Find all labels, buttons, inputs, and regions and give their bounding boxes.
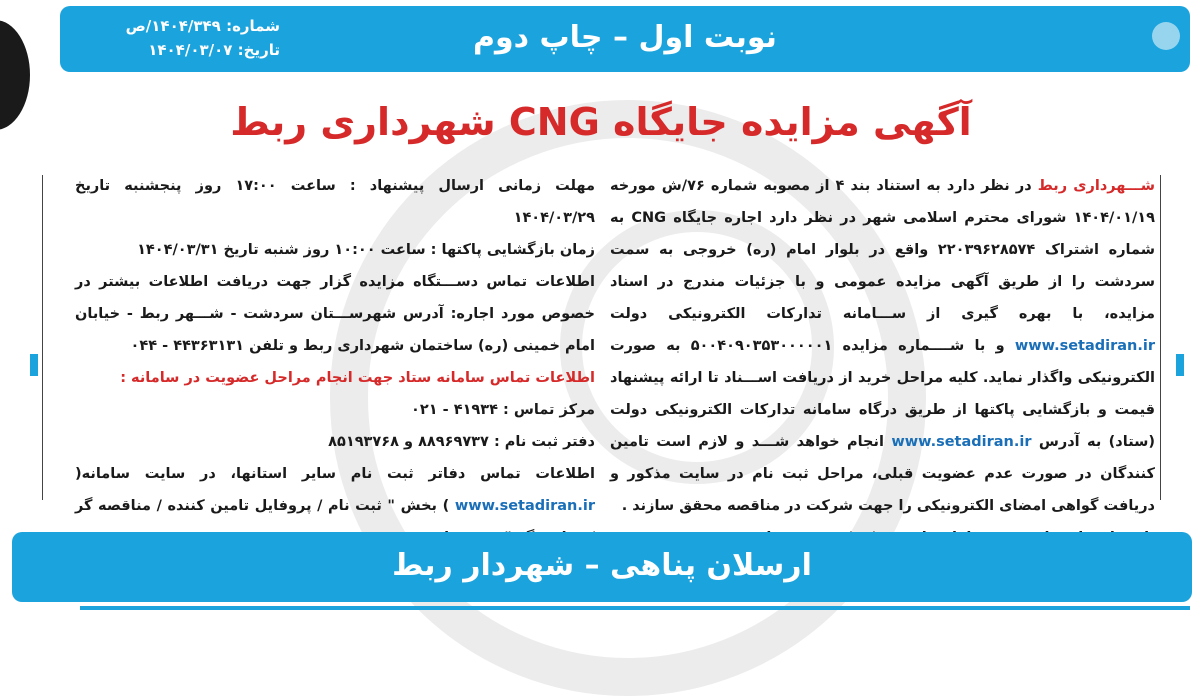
bid-deadline: مهلت زمانی ارسال پیشنهاد : ساعت ۱۷:۰۰ روز پنجشنبه تاریخ ۱۴۰۴/۰۳/۲۹	[75, 178, 595, 226]
publication-round-title: نوبت اول – چاپ دوم	[473, 20, 777, 55]
contact-info: اطلاعات تماس دســـتگاه مزایده گزار جهت دریافت اطلاعات بیشتر در خصوص مورد اجاره: آدرس شهرســـتان سردشت - شـــهر ربط - خیابان امام خمینی (ره) ساختمان شهرداری ربط و تلفن ۴۴۳۶۳۱۳۱ - ۰۴۴	[75, 274, 595, 354]
mayor-signature: ارسلان پناهی – شهردار ربط	[392, 548, 812, 583]
setad-link-2[interactable]: www.setadiran.ir	[891, 434, 1032, 450]
footer-strip	[80, 606, 1190, 610]
setad-link-1[interactable]: www.setadiran.ir	[1014, 338, 1155, 354]
body-part-2: و با شــــماره مزایده ۵۰۰۴۰۹۰۳۵۳۰۰۰۰۰۱ به صورت الکترونیکی واگذار نماید. کلیه مراحل خرید از دریافت اســـناد تا ارائه پیشنهاد قیمت و بازگشایی پاکتها از طریق درگاه سامانه تدارکات الکترونیکی دولت (ستاد) به آدرس	[610, 338, 1155, 450]
opening-time: زمان بازگشایی پاکتها : ساعت ۱۰:۰۰ روز شنبه تاریخ ۱۴۰۴/۰۳/۳۱	[137, 242, 595, 258]
announcement-body	[610, 170, 1155, 522]
left-margin-marker	[30, 354, 38, 376]
page-title: آگهی مزایده جایگاه CNG شهرداری ربط	[230, 100, 972, 144]
registration-office: دفتر ثبت نام : ۸۸۹۶۹۷۳۷ و ۸۵۱۹۳۷۶۸	[328, 434, 595, 450]
right-margin-marker	[1176, 354, 1184, 376]
municipality-name: شـــهرداری ربط	[1037, 178, 1155, 194]
column-divider-left-edge	[42, 175, 43, 500]
announcement-right-column	[610, 170, 1155, 554]
letter-number: شماره: ۱۴۰۴/۳۴۹/ص	[125, 17, 280, 35]
header-meta	[80, 14, 280, 62]
body-part-1: در نظر دارد به استناد بند ۴ از مصوبه شماره ۷۶/ش مورخه ۱۴۰۴/۰۱/۱۹ شورای محترم اسلامی شهر در نظر دارد اجاره جایگاه CNG به شماره اشتراک ۲۲۰۳۹۶۲۸۵۷۴ واقع در بلوار امام (ره) خروجی به سمت سردشت را از طریق آگهی مزایده عمومی و با جزئیات مندرج در اسناد مزایده، با بهره گیری از ســـامانه تدارکات الکترونیکی دولت	[610, 178, 1155, 322]
setad-link-3[interactable]: www.setadiran.ir	[454, 498, 595, 514]
header-bar	[60, 6, 1190, 72]
call-center: مرکز تماس : ۴۱۹۳۴ - ۰۲۱	[411, 402, 595, 418]
offices-text-pre: اطلاعات تماس دفاتر ثبت نام سایر استانها، در سایت سامانه(	[75, 466, 595, 482]
letter-date: تاریخ: ۱۴۰۴/۰۳/۰۷	[148, 41, 280, 59]
setad-contact-title: اطلاعات تماس سامانه ستاد جهت انجام مراحل عضویت در سامانه :	[120, 370, 595, 386]
offices-text-post: ) بخش " ثبت نام / پروفایل تامین کننده / مناقصه گر	[75, 498, 450, 514]
column-divider-right-edge	[1160, 175, 1161, 500]
announcement-left-column	[75, 170, 595, 554]
body-part-3: انجام خواهد شـــد و لازم است تامین کنندگان در صورت عدم عضویت قبلی، مراحل ثبت نام در سایت مذکور و دریافت گواهی امضای الکترونیکی را جهت شرکت در مناقصه محقق سازند .	[610, 434, 1155, 514]
footer-bar	[12, 532, 1192, 602]
